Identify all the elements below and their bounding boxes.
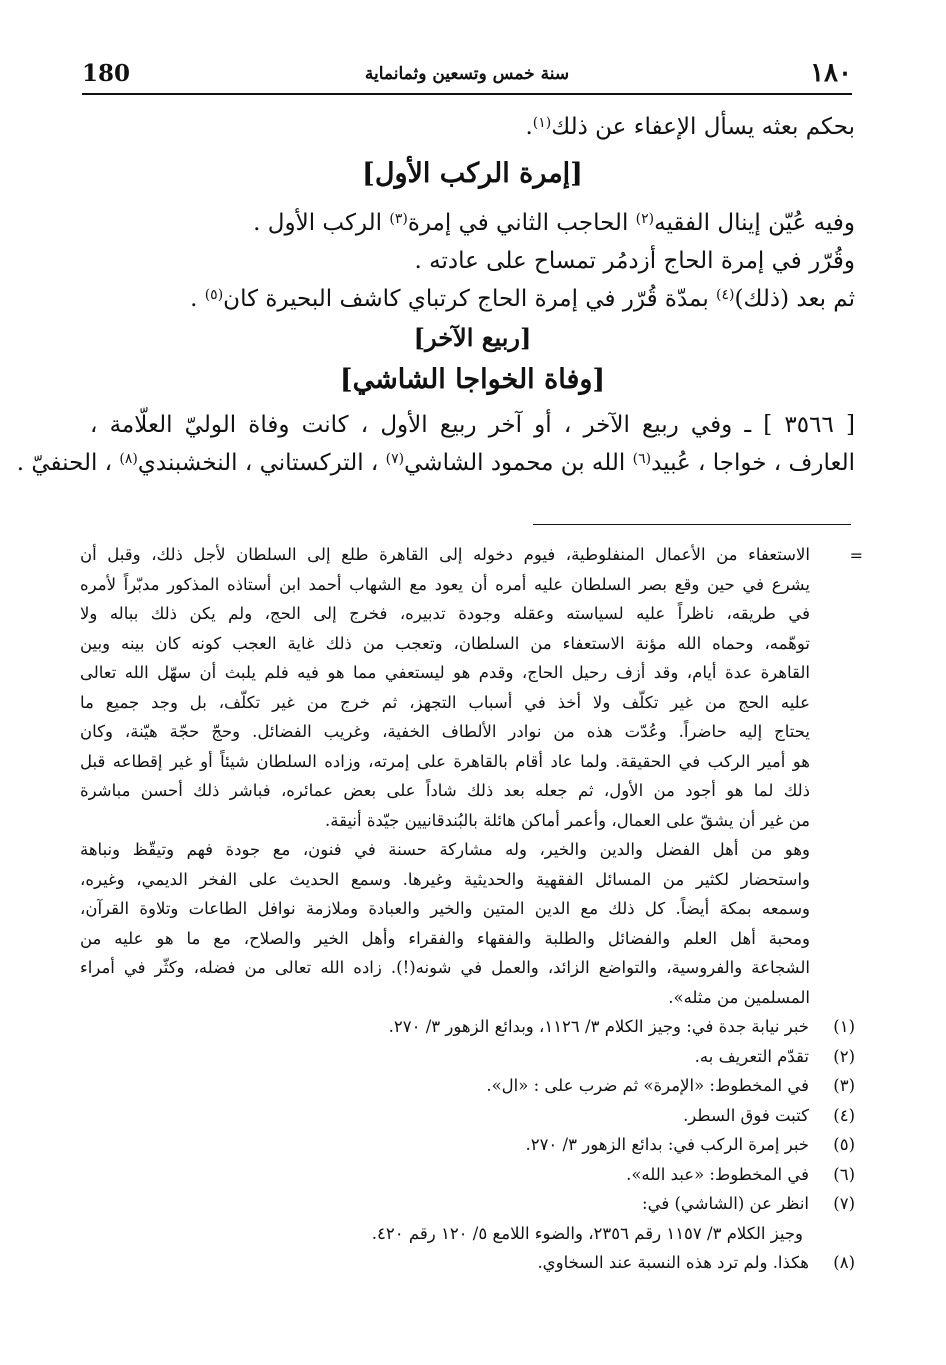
page-number-latin: 180	[82, 60, 131, 87]
footnote-ref[interactable]: (٨)	[119, 451, 138, 467]
note-line: ومحبة أهل العلم والفضائل والطلبة والفقهاء والفقراء وأهل الخير والصلاح، مع ما هو عليه من	[80, 928, 810, 948]
footnote-ref[interactable]: (٢)	[635, 211, 655, 227]
footnote-item	[80, 1248, 855, 1278]
section-heading: [ربيع الآخر]	[413, 323, 532, 352]
footnote-text: انظر عن (الشاشي) في:	[642, 1194, 809, 1213]
paragraph-line: بحكم بعثه يسأل الإعفاء عن ذلك$^{(١)}$.	[525, 114, 855, 140]
note-line: عليه الحج من غير تكلّف ولا أخذ في أسباب التجهز، ثم خرج من غير تكلّف، بل وجد جميع ما	[80, 692, 810, 712]
footnotes-area	[80, 540, 863, 1278]
footnote-ref[interactable]: (٧)	[385, 451, 405, 467]
note-line: الشجاعة والفروسية، والتواضع الزائد، والعمل في شونه(!). زاده الله تعالى من فضله، وكثّر في أمراء	[80, 958, 810, 977]
note-line: ذلك لما هو أجود من الأول، ثم جعله بعد ذلك شاداً على بعض عمائره، فباشر ذلك أحسن مباشرة	[80, 781, 810, 800]
footnote-item	[80, 1130, 855, 1160]
note-line: في طريقه، ناظراً عليه لسياسته وعقله وجودة تدبيره، فخرج إلى الحج، ولم يكن ذلك بباله ولا	[80, 604, 810, 623]
footnote-ref[interactable]: (٥)	[204, 287, 224, 303]
note-line: القاهرة عدة أيام، وقد أزف رحيل الحاج، وقدم هو ليستعفي مما هو فيه فلم يلبث أن سهّل الله تعالى	[80, 663, 810, 682]
note-line: وهو من أهل الفضل والدين والخير، وله مشاركة حسنة في فنون، مع جودة فهم وتيقّظ ونباهة	[80, 840, 810, 859]
running-title: سنة خمس وتسعين وثمانماية	[364, 64, 570, 84]
footnote-ref[interactable]: (٤)	[716, 287, 735, 303]
footnote-text: خبر نيابة جدة في: وجيز الكلام ٣/ ١١٢٦، وبدائع الزهور ٣/ ٢٧٠.	[388, 1017, 809, 1036]
note-line: وسمعه بمكة أيضاً. كل ذلك مع الدين المتين والخير والعبادة وملازمة نوافل الطاعات وتلاوة القرآن،	[80, 899, 810, 918]
note-line: يحتاج إليه حاضراً. وعُدّت هذه من نوادر الألطاف الخفية، وغريب الفضائل. وحجّ حجّة هيّنة، وكان	[80, 722, 810, 741]
paragraph-line: وفيه عُيّن إينال الفقيه$^{(٢)}$ الحاجب الثاني في إمرة$^{(٣)}$ الركب الأول .	[253, 210, 855, 236]
footnote-text: هكذا. ولم ترد هذه النسبة عند السخاوي.	[537, 1253, 809, 1272]
footnote-number: (٣)	[833, 1076, 855, 1095]
note-line: يشرع في حين وقع بصر السلطان عليه أمره أن يعود مع الشهاب أحمد ابن أستاذه المذكور مدبّراً لأمره	[80, 574, 810, 594]
footnote-item	[80, 1189, 855, 1219]
note-line: المسلمين من مثله».	[668, 987, 810, 1007]
footnote-ref[interactable]: (٦)	[632, 451, 652, 467]
footnote-number: (٢)	[833, 1046, 855, 1066]
footnote-ref[interactable]: (٣)	[389, 211, 408, 227]
main-text	[16, 108, 855, 482]
paragraph-line: ثم بعد (ذلك)$^{(٤)}$ بمدّة قُرّر في إمرة الحاج كرتباي كاشف البحيرة كان$^{(٥)}$ .	[190, 286, 855, 312]
entry-line: [ ٣٥٦٦ ] ـ وفي ربيع الآخر ، أو آخر ربيع الأول ، كانت وفاة الوليّ العلّامة ،	[90, 412, 855, 438]
footnote-item	[80, 1160, 855, 1190]
footnote-separator	[533, 524, 851, 525]
footnote-item	[80, 1042, 855, 1072]
footnote-text: كتبت فوق السطر.	[683, 1105, 809, 1125]
note-line: واستحضار لكثير من المسائل الفقهية والحديثية وغيرها. وسمع الحديث على الفخر الديمي، وغيره،	[80, 869, 810, 889]
footnote-text: في المخطوط: «الإمرة» ثم ضرب على : «ال».	[486, 1076, 809, 1095]
footnote-item	[80, 1101, 855, 1131]
running-header	[82, 58, 852, 90]
header-rule	[82, 93, 852, 95]
footnote-item	[80, 1071, 855, 1101]
footnote-number: (٨)	[833, 1253, 855, 1272]
footnote-text: في المخطوط: «عبد الله».	[626, 1164, 809, 1184]
note-line: هو أمير الركب في الحقيقة. ولما عاد أقام بالقاهرة على إمرته، وزاده السلطان شيئاً أو غير إقطاعه قبل	[80, 751, 810, 771]
footnote-item	[80, 1012, 855, 1042]
footnote-number: (٧)	[833, 1194, 855, 1213]
footnote-text: تقدّم التعريف به.	[694, 1046, 809, 1066]
note-line: الاستعفاء من الأعمال المنفلوطية، فيوم دخوله إلى القاهرة طلع إلى السلطان لأجل ذلك، وقبل أن	[80, 545, 810, 564]
paragraph-line: وقُرّر في إمرة الحاج أزدمُر تمساح على عادته .	[414, 248, 855, 274]
section-heading: [إمرة الركب الأول]	[362, 158, 583, 189]
continuation-mark: =	[849, 546, 863, 565]
footnote-number: (٦)	[833, 1164, 855, 1184]
footnote-text: وجيز الكلام ٣/ ١١٥٧ رقم ٢٣٥٦، والضوء اللامع ٥/ ١٢٠ رقم ٤٢٠.	[371, 1223, 803, 1243]
section-heading: [وفاة الخواجا الشاشي]	[339, 364, 606, 395]
footnote-number: (١)	[833, 1017, 855, 1036]
note-line: توهّمه، وحماه الله مؤنة الاستعفاء من السلطان، وتعجب من ذلك غاية العجب كونه كان بينه وبين	[80, 633, 810, 653]
entry-line: العارف ، خواجا ، عُبيد$^{(٦)}$ الله بن محمود الشاشي$^{(٧)}$ ، التركستاني ، النخشبندي$^{(٨)}$ ، الحنفيّ .	[16, 450, 855, 476]
page-number-arabic: ١٨٠	[810, 58, 852, 88]
note-line: من غير أن يشقّ على العمال، وأعمر أماكن هائلة بالبُندقانيين جيّدة أنيقة.	[325, 810, 810, 830]
footnote-item	[80, 1219, 855, 1249]
footnote-number: (٥)	[833, 1135, 855, 1154]
footnote-ref[interactable]: (١)	[532, 115, 552, 131]
footnote-text: خبر إمرة الركب في: بدائع الزهور ٣/ ٢٧٠.	[525, 1135, 809, 1154]
footnote-number: (٤)	[833, 1105, 855, 1125]
continued-note	[80, 540, 810, 1012]
